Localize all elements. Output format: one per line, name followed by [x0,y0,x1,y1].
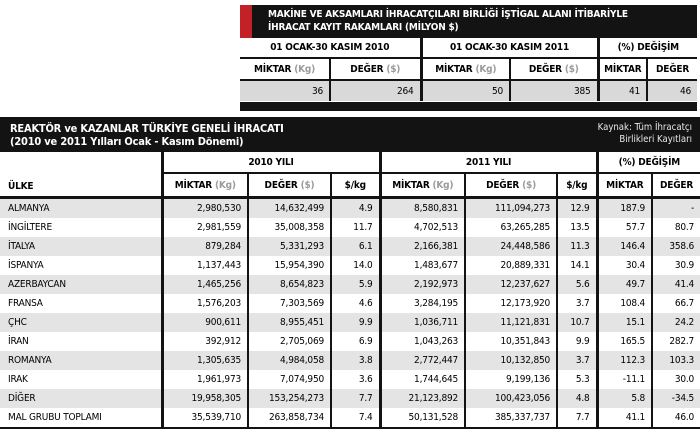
value-cell: 57.7 [597,218,652,237]
value-cell: 5.9 [331,275,380,294]
value-cell: 1,961,973 [162,370,248,389]
value-cell: 2,981,559 [162,218,248,237]
value-cell: 3.7 [557,351,597,370]
value-cell: 112.3 [597,351,652,370]
source-line1: Kaynak: Tüm İhracatçı [597,122,692,133]
value-cell: 1,744,645 [380,370,465,389]
col-header-miktar-change: MİKTAR [598,58,647,80]
value-cell: 11,121,831 [465,313,557,332]
table-row [0,198,700,219]
reactors-boilers-section [0,117,700,429]
bottom-rule-bar [240,102,697,111]
country-name: FRANSA [8,298,43,309]
unit-kg: (Kg) [294,63,316,75]
value-cell: 3,284,195 [380,294,465,313]
value-cell: 4,984,058 [248,351,331,370]
table-row [0,294,700,313]
value-cell: 41.1 [597,408,652,427]
value-cell: 187.9 [597,198,652,219]
value-cell: 879,284 [162,237,248,256]
col-header-deger-change: DEĞER [652,173,700,198]
col-header-miktar-2010: MİKTAR (Kg) [162,173,248,198]
value-cell: 2,772,447 [380,351,465,370]
reactors-title-bar [0,117,700,152]
machinery-title-bar [240,5,697,38]
percent-change-header: (%) DEĞİŞİM [598,38,697,58]
value-cell: 7,303,569 [248,294,331,313]
value-cell: 9.9 [331,313,380,332]
value-cell: 20,889,331 [465,256,557,275]
value-cell: 100,423,056 [465,389,557,408]
value-cell: 3.8 [331,351,380,370]
value-cell: 10.7 [557,313,597,332]
value-cell: 30.9 [652,256,700,275]
value-cell: 2,192,973 [380,275,465,294]
reactors-title-line1: REAKTÖR ve KAZANLAR TÜRKİYE GENELİ İHRACATI [10,122,284,135]
value-cell: 10,132,850 [465,351,557,370]
value-cell: 7.7 [557,408,597,427]
value-cell: 14.0 [331,256,380,275]
col-header-miktar-2011: MİKTAR (Kg) [380,173,465,198]
value-cell: 111,094,273 [465,198,557,219]
country-name: DİĞER [0,389,162,408]
country-name: ÇHC [0,313,162,332]
value-cell: 900,611 [162,313,248,332]
machinery-title-line1: MAKİNE VE AKSAMLARI İHRACATÇILARI BİRLİĞİ İŞTİGAL ALANI İTİBARİYLE [268,9,628,20]
value-cell: 12,173,920 [465,294,557,313]
value-cell: 6.9 [331,332,380,351]
value-cell: 11.3 [557,237,597,256]
value-cell: 21,123,892 [380,389,465,408]
unit-kg: (Kg) [432,179,454,191]
summary-value-row [240,80,697,101]
value-cell: 4.9 [331,198,380,219]
country-name: ROMANYA [0,351,162,370]
value-cell: 11.7 [331,218,380,237]
value-cell: 263,858,734 [248,408,331,427]
value-cell: 392,912 [162,332,248,351]
value-cell: 385,337,737 [465,408,557,427]
value-cell: 3.6 [331,370,380,389]
unit-dollar: ($) [522,179,536,191]
year-header-row [0,152,700,173]
value-cell: 5.6 [557,275,597,294]
period-2011-header: 01 OCAK-30 KASIM 2011 [421,38,598,58]
table-row [0,237,700,256]
value-cell: 358.6 [652,237,700,256]
value-cell: 9,199,136 [465,370,557,389]
col-header-miktar-2010: MİKTAR (Kg) [240,58,330,80]
value-cell: - [652,198,700,219]
value-cell: 8,654,823 [248,275,331,294]
value-cell: -11.1 [597,370,652,389]
country-name: AZERBAYCAN [0,275,162,294]
table-row [0,389,700,408]
value-cell: 35,539,710 [162,408,248,427]
value-cell: 7.4 [331,408,380,427]
reactors-title [0,117,284,152]
value-cell: 165.5 [597,332,652,351]
table-row [0,408,700,427]
value-cell: 264 [330,80,421,101]
value-cell: 4,702,513 [380,218,465,237]
country-name: İRAN [8,336,29,347]
value-cell: 5,331,293 [248,237,331,256]
machinery-summary-table [240,38,697,101]
value-cell: 385 [510,80,598,101]
table-row [0,275,700,294]
value-cell: 14.1 [557,256,597,275]
value-cell: 108.4 [597,294,652,313]
value-cell: 103.3 [652,351,700,370]
value-cell: 2,705,069 [248,332,331,351]
col-header-deger-2010: DEĞER ($) [330,58,421,80]
measure-header-row [240,58,697,80]
table-row [0,351,700,370]
source-note [598,117,700,152]
value-cell: 46.0 [652,408,700,427]
value-cell: 15,954,390 [248,256,331,275]
value-cell: 24.2 [652,313,700,332]
country-name: IRAK [8,374,28,385]
value-cell: 15.1 [597,313,652,332]
value-cell: 9.9 [557,332,597,351]
value-cell: 13.5 [557,218,597,237]
unit-dollar: ($) [386,63,401,75]
value-cell: 30.0 [652,370,700,389]
unit-kg: (Kg) [475,63,497,75]
machinery-summary-section [240,5,697,111]
col-header-ulke: ÜLKE [0,152,162,198]
percent-change-header: (%) DEĞİŞİM [597,152,700,173]
value-cell: 41.4 [652,275,700,294]
value-cell: 1,137,443 [162,256,248,275]
value-cell: 41 [598,80,647,101]
value-cell: 14,632,499 [248,198,331,219]
col-header-deger-change: DEĞER [647,58,697,80]
col-header-miktar-change: MİKTAR [597,173,652,198]
value-cell: 4.6 [331,294,380,313]
value-cell: 153,254,273 [248,389,331,408]
value-cell: 1,465,256 [162,275,248,294]
value-cell: 50 [421,80,510,101]
period-header-row [240,38,697,58]
value-cell: 1,043,263 [380,332,465,351]
value-cell: 12,237,627 [465,275,557,294]
country-export-table [0,152,700,427]
machinery-title [252,5,632,38]
year-2010-header: 2010 YILI [162,152,380,173]
value-cell: -34.5 [652,389,700,408]
value-cell: 8,955,451 [248,313,331,332]
col-header-dollar-per-kg-2010: $/kg [331,173,380,198]
reactors-title-line2: (2010 ve 2011 Yılları Ocak - Kasım Dönemi) [10,135,244,148]
value-cell: 8,580,831 [380,198,465,219]
value-cell: 10,351,843 [465,332,557,351]
value-cell: 7,074,950 [248,370,331,389]
table-row [0,313,700,332]
value-cell: 1,036,711 [380,313,465,332]
value-cell: 1,305,635 [162,351,248,370]
value-cell: 36 [240,80,330,101]
value-cell: 7.7 [331,389,380,408]
value-cell: 35,008,358 [248,218,331,237]
value-cell: 49.7 [597,275,652,294]
country-name: MAL GRUBU TOPLAMI [8,412,102,423]
col-header-dollar-per-kg-2011: $/kg [557,173,597,198]
value-cell: 30.4 [597,256,652,275]
col-header-deger-2011: DEĞER ($) [465,173,557,198]
value-cell: 66.7 [652,294,700,313]
value-cell: 50,131,528 [380,408,465,427]
value-cell: 24,448,586 [465,237,557,256]
col-header-deger-2010: DEĞER ($) [248,173,331,198]
year-2011-header: 2011 YILI [380,152,597,173]
country-name: İNGİLTERE [8,222,52,233]
value-cell: 1,483,677 [380,256,465,275]
col-header-deger-2011: DEĞER ($) [510,58,598,80]
source-line2: Birlikleri Kayıtları [619,133,692,145]
country-name: İSPANYA [8,260,44,271]
table-row [0,370,700,389]
value-cell: 5.8 [597,389,652,408]
table-row [0,256,700,275]
value-cell: 63,265,285 [465,218,557,237]
value-cell: 282.7 [652,332,700,351]
value-cell: 3.7 [557,294,597,313]
value-cell: 5.3 [557,370,597,389]
machinery-title-line2: İHRACAT KAYIT RAKAMLARI (MİLYON $) [268,21,459,33]
value-cell: 146.4 [597,237,652,256]
unit-dollar: ($) [300,179,315,191]
value-cell: 2,980,530 [162,198,248,219]
value-cell: 80.7 [652,218,700,237]
value-cell: 19,958,305 [162,389,248,408]
unit-kg: (Kg) [214,179,236,191]
table-row [0,218,700,237]
period-2010-header: 01 OCAK-30 KASIM 2010 [240,38,421,58]
value-cell: 46 [647,80,697,101]
unit-dollar: ($) [564,63,579,75]
country-name: ALMANYA [0,198,162,219]
value-cell: 6.1 [331,237,380,256]
col-header-miktar-2011: MİKTAR (Kg) [421,58,510,80]
value-cell: 12.9 [557,198,597,219]
value-cell: 4.8 [557,389,597,408]
table-row [0,332,700,351]
red-accent-bar [240,5,252,38]
value-cell: 1,576,203 [162,294,248,313]
country-rows [0,198,700,428]
country-name: İTALYA [0,237,162,256]
value-cell: 2,166,381 [380,237,465,256]
